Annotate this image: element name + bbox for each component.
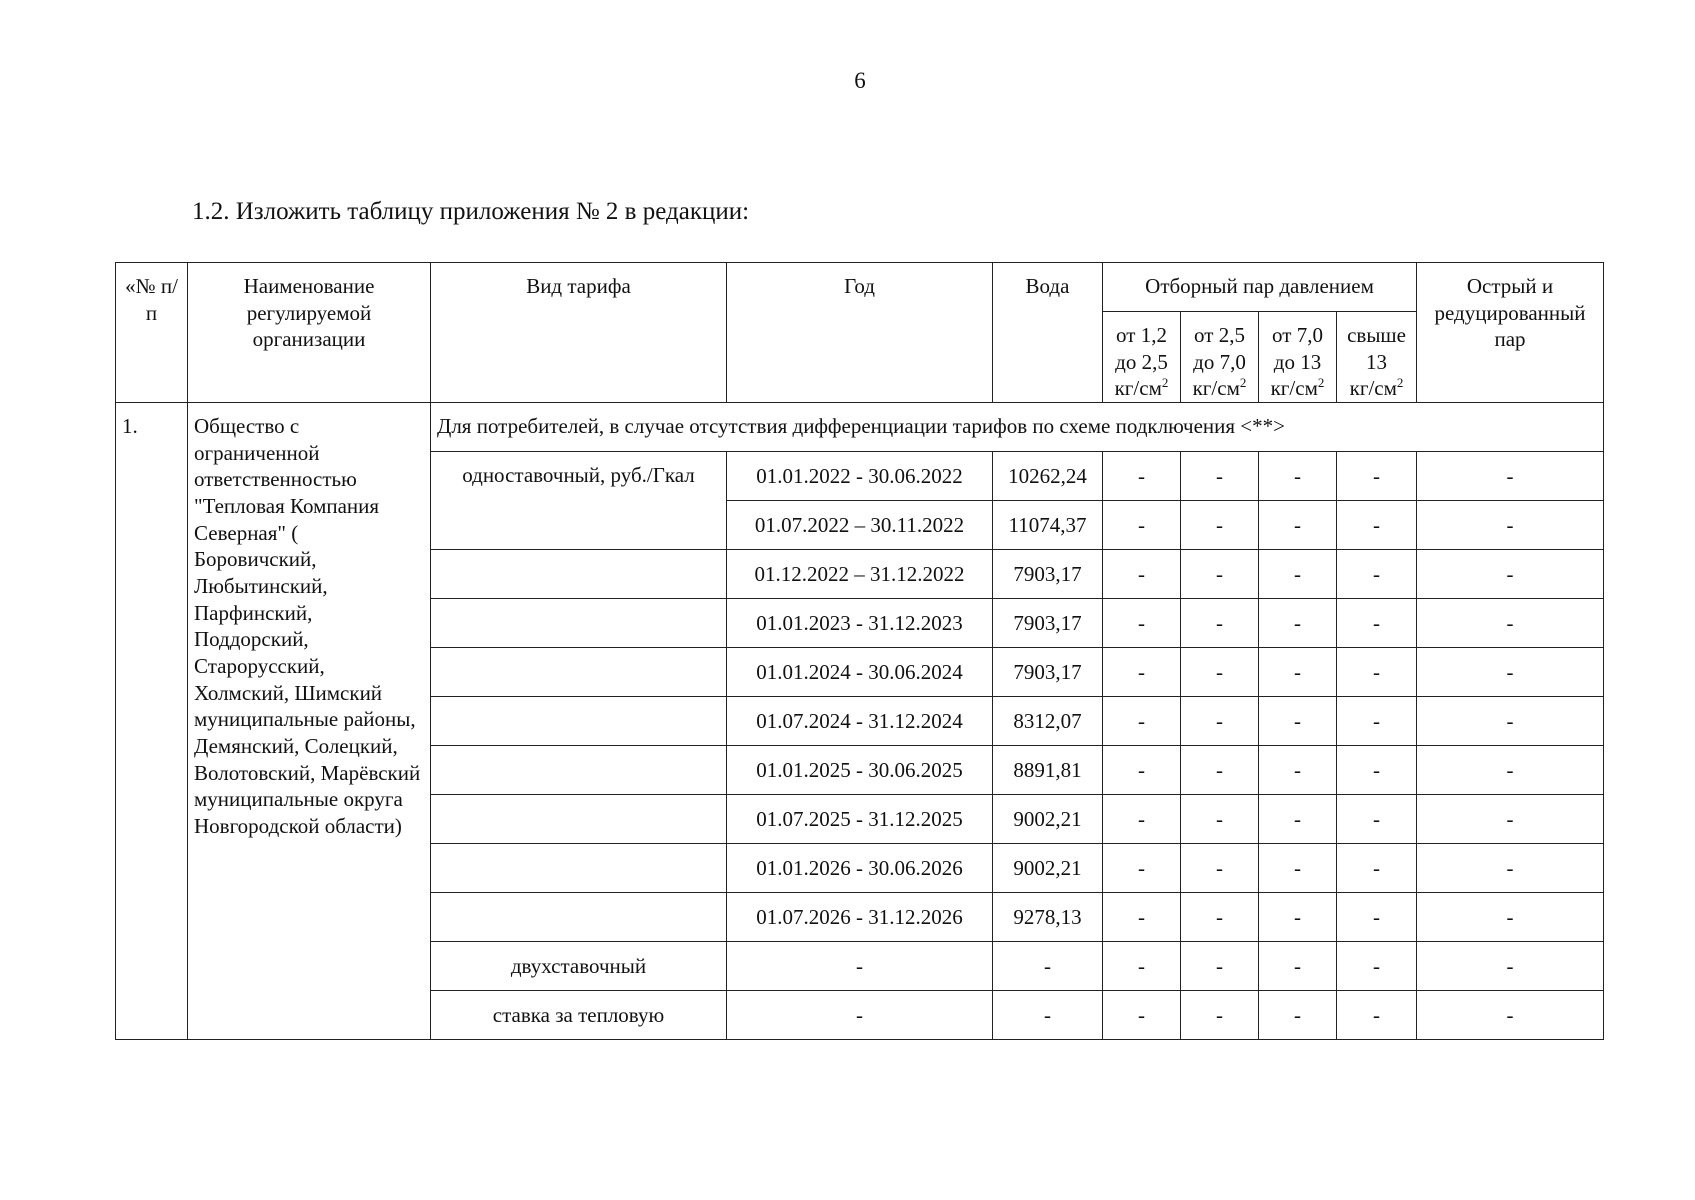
steam-7-0-value: - (1259, 745, 1337, 794)
organization-name: Общество с ограниченной ответственностью "Тепловая Компания Северная" ( Боровичский, Любытинский, Парфинский, Поддорский, Старорусский, Холмский, Шимский муниципальные районы, Демянский, Солецкий, Волотовский, Марёвский муниципальные округа Новгородской области) (188, 402, 431, 1039)
tariff-table (115, 262, 1604, 1040)
steam-2-5-value: - (1181, 892, 1259, 941)
sharp-steam-value: - (1417, 892, 1604, 941)
tariff-type-cell: ставка за тепловую (431, 990, 727, 1039)
steam-sub-unit-exponent: 2 (1161, 375, 1169, 391)
tariff-type-cell (431, 745, 727, 794)
year-cell: 01.01.2024 - 30.06.2024 (727, 647, 993, 696)
header-year: Год (727, 263, 993, 403)
steam-sub-line1: от 7,0 (1272, 323, 1323, 347)
water-value: 8891,81 (993, 745, 1103, 794)
water-value: 11074,37 (993, 500, 1103, 549)
steam-7-0-value: - (1259, 549, 1337, 598)
sharp-steam-value: - (1417, 745, 1604, 794)
water-value: 10262,24 (993, 451, 1103, 500)
sharp-steam-value: - (1417, 647, 1604, 696)
year-cell: 01.07.2024 - 31.12.2024 (727, 696, 993, 745)
water-value: 7903,17 (993, 598, 1103, 647)
year-cell: 01.07.2022 – 30.11.2022 (727, 500, 993, 549)
tariff-type-cell (431, 598, 727, 647)
steam-7-0-value: - (1259, 500, 1337, 549)
steam-2-5-value: - (1181, 990, 1259, 1039)
banner-text: Для потребителей, в случае отсутствия дифференциации тарифов по схеме подключения <**> (431, 402, 1604, 451)
steam-sub-unit-exponent: 2 (1396, 375, 1404, 391)
year-cell: 01.07.2025 - 31.12.2025 (727, 794, 993, 843)
steam-2-5-value: - (1181, 647, 1259, 696)
steam-sub-line2: до 7,0 (1193, 349, 1246, 374)
sharp-steam-value: - (1417, 451, 1604, 500)
header-organization: Наименование регулируемой организации (188, 263, 431, 403)
sharp-steam-value: - (1417, 500, 1604, 549)
steam-sub-line1: от 1,2 (1116, 323, 1167, 347)
steam-2-5-value: - (1181, 696, 1259, 745)
steam-7-0-value: - (1259, 843, 1337, 892)
steam-2-5-value: - (1181, 794, 1259, 843)
steam-1-2-value: - (1103, 549, 1181, 598)
row-number: 1. (116, 402, 188, 1039)
tariff-type-cell: одноставочный, руб./Гкал (431, 451, 727, 549)
water-value: 9002,21 (993, 843, 1103, 892)
steam-sub-line2: 13 (1366, 349, 1387, 374)
steam-1-2-value: - (1103, 892, 1181, 941)
water-value: - (993, 990, 1103, 1039)
year-cell: 01.01.2025 - 30.06.2025 (727, 745, 993, 794)
sharp-steam-value: - (1417, 843, 1604, 892)
steam-1-2-value: - (1103, 500, 1181, 549)
tariff-type-cell (431, 549, 727, 598)
steam-7-0-value: - (1259, 892, 1337, 941)
steam-2-5-value: - (1181, 598, 1259, 647)
steam-7-0-value: - (1259, 647, 1337, 696)
steam-13-value: - (1337, 696, 1417, 745)
steam-13-value: - (1337, 500, 1417, 549)
water-value: 7903,17 (993, 647, 1103, 696)
steam-sub-line2: до 13 (1273, 349, 1322, 374)
steam-13-value: - (1337, 941, 1417, 990)
steam-13-value: - (1337, 451, 1417, 500)
steam-7-0-value: - (1259, 696, 1337, 745)
year-cell: 01.07.2026 - 31.12.2026 (727, 892, 993, 941)
tariff-type-cell: двухставочный (431, 941, 727, 990)
steam-1-2-value: - (1103, 941, 1181, 990)
steam-sub-unit: $кг/см^2$ (1349, 375, 1404, 401)
steam-1-2-value: - (1103, 696, 1181, 745)
steam-1-2-value: - (1103, 843, 1181, 892)
steam-2-5-value: - (1181, 843, 1259, 892)
steam-2-5-value: - (1181, 941, 1259, 990)
steam-7-0-value: - (1259, 941, 1337, 990)
sharp-steam-value: - (1417, 696, 1604, 745)
steam-13-value: - (1337, 892, 1417, 941)
page-number: 6 (854, 68, 866, 93)
water-value: 7903,17 (993, 549, 1103, 598)
steam-sub-line1: от 2,5 (1194, 323, 1245, 347)
steam-1-2-value: - (1103, 647, 1181, 696)
tariff-type-cell (431, 696, 727, 745)
year-cell: 01.01.2023 - 31.12.2023 (727, 598, 993, 647)
steam-1-2-value: - (1103, 598, 1181, 647)
tariff-type-cell (431, 647, 727, 696)
intro-paragraph: 1.2. Изложить таблицу приложения № 2 в редакции: (192, 198, 750, 225)
steam-7-0-value: - (1259, 794, 1337, 843)
year-cell: - (727, 941, 993, 990)
steam-sub-line2: до 2,5 (1115, 349, 1168, 374)
year-cell: 01.12.2022 – 31.12.2022 (727, 549, 993, 598)
steam-13-value: - (1337, 745, 1417, 794)
steam-1-2-value: - (1103, 745, 1181, 794)
tariff-type-cell (431, 843, 727, 892)
steam-2-5-value: - (1181, 451, 1259, 500)
steam-1-2-value: - (1103, 794, 1181, 843)
steam-13-value: - (1337, 598, 1417, 647)
steam-sub-unit-exponent: 2 (1317, 375, 1325, 391)
header-steam-sub-3 (1259, 312, 1337, 403)
water-value: 8312,07 (993, 696, 1103, 745)
steam-7-0-value: - (1259, 990, 1337, 1039)
water-value: 9278,13 (993, 892, 1103, 941)
header-steam-group: Отборный пар давлением (1103, 263, 1417, 312)
steam-sub-unit-exponent: 2 (1239, 375, 1247, 391)
header-row (116, 263, 1604, 312)
steam-sub-unit: $кг/см^2$ (1192, 375, 1247, 401)
steam-13-value: - (1337, 549, 1417, 598)
header-steam-sub-2 (1181, 312, 1259, 403)
steam-13-value: - (1337, 843, 1417, 892)
steam-1-2-value: - (1103, 990, 1181, 1039)
year-cell: 01.01.2022 - 30.06.2022 (727, 451, 993, 500)
banner-row (116, 402, 1604, 451)
steam-13-value: - (1337, 990, 1417, 1039)
water-value: 9002,21 (993, 794, 1103, 843)
steam-7-0-value: - (1259, 598, 1337, 647)
steam-7-0-value: - (1259, 451, 1337, 500)
sharp-steam-value: - (1417, 549, 1604, 598)
header-tariff-type: Вид тарифа (431, 263, 727, 403)
sharp-steam-value: - (1417, 794, 1604, 843)
year-cell: - (727, 990, 993, 1039)
header-sharp-steam: Острый и редуцированный пар (1417, 263, 1604, 403)
year-cell: 01.01.2026 - 30.06.2026 (727, 843, 993, 892)
sharp-steam-value: - (1417, 598, 1604, 647)
header-steam-sub-1 (1103, 312, 1181, 403)
header-num: «№ п/п (116, 263, 188, 403)
tariff-type-cell (431, 794, 727, 843)
tariff-type-cell (431, 892, 727, 941)
water-value: - (993, 941, 1103, 990)
steam-13-value: - (1337, 794, 1417, 843)
steam-sub-unit: $кг/см^2$ (1114, 375, 1169, 401)
steam-2-5-value: - (1181, 549, 1259, 598)
steam-2-5-value: - (1181, 500, 1259, 549)
steam-13-value: - (1337, 647, 1417, 696)
steam-sub-line1: свыше (1347, 323, 1406, 347)
steam-1-2-value: - (1103, 451, 1181, 500)
steam-sub-unit: $кг/см^2$ (1270, 375, 1325, 401)
sharp-steam-value: - (1417, 990, 1604, 1039)
steam-2-5-value: - (1181, 745, 1259, 794)
header-water: Вода (993, 263, 1103, 403)
sharp-steam-value: - (1417, 941, 1604, 990)
header-steam-sub-4 (1337, 312, 1417, 403)
